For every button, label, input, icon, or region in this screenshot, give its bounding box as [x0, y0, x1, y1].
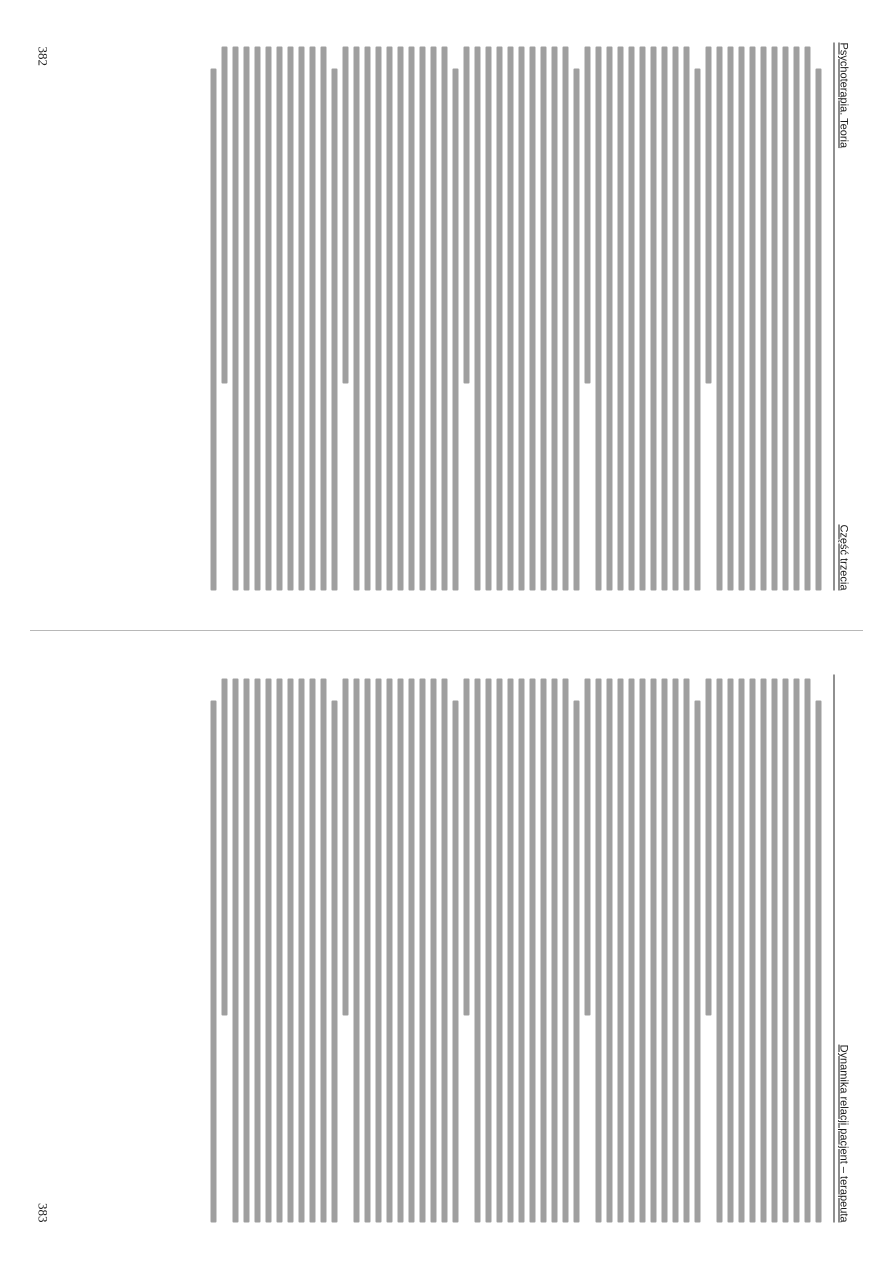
text-line	[463, 678, 469, 1015]
text-line	[562, 46, 568, 590]
text-line	[793, 46, 799, 590]
right-page	[0, 632, 893, 1264]
text-line	[463, 46, 469, 383]
text-line	[804, 46, 810, 590]
text-line	[540, 678, 546, 1222]
text-line	[221, 678, 227, 1015]
text-line	[672, 678, 678, 1222]
text-line	[738, 46, 744, 590]
page-number: 383	[35, 1202, 50, 1222]
text-line	[243, 46, 249, 590]
text-line	[452, 700, 458, 1222]
text-line	[232, 678, 238, 1222]
text-line	[210, 700, 216, 1222]
text-line	[595, 46, 601, 590]
text-line	[397, 678, 403, 1222]
text-line	[210, 68, 216, 590]
text-line	[287, 46, 293, 590]
text-line	[320, 678, 326, 1222]
running-head-right: Dynamika relacji pacjent – terapeuta	[837, 1044, 849, 1222]
text-line	[650, 46, 656, 590]
text-line	[760, 678, 766, 1222]
text-line	[243, 678, 249, 1222]
text-line	[331, 700, 337, 1222]
text-line	[375, 678, 381, 1222]
text-line	[298, 46, 304, 590]
text-line	[573, 700, 579, 1222]
text-line	[298, 678, 304, 1222]
text-line	[815, 700, 821, 1222]
text-line	[551, 46, 557, 590]
text-line	[705, 678, 711, 1015]
text-line	[540, 46, 546, 590]
text-line	[727, 678, 733, 1222]
text-line	[727, 46, 733, 590]
text-line	[562, 678, 568, 1222]
text-line	[254, 46, 260, 590]
running-head-left: Psychoterapia. Teoria	[837, 42, 849, 148]
text-line	[661, 678, 667, 1222]
text-line	[386, 678, 392, 1222]
text-line	[474, 46, 480, 590]
text-line	[551, 678, 557, 1222]
text-line	[342, 678, 348, 1015]
text-line	[276, 678, 282, 1222]
text-line	[518, 678, 524, 1222]
text-line	[507, 678, 513, 1222]
text-line	[529, 678, 535, 1222]
text-line	[815, 68, 821, 590]
text-line	[782, 46, 788, 590]
running-head	[833, 42, 849, 590]
text-line	[518, 46, 524, 590]
text-line	[474, 678, 480, 1222]
text-line	[705, 46, 711, 383]
text-line	[430, 46, 436, 590]
text-line	[441, 678, 447, 1222]
text-line	[408, 46, 414, 590]
text-line	[375, 46, 381, 590]
text-line	[441, 46, 447, 590]
page-number: 382	[35, 46, 50, 66]
text-column	[70, 678, 821, 1222]
text-line	[617, 678, 623, 1222]
text-line	[276, 46, 282, 590]
running-head-right: Część trzecia	[837, 523, 849, 590]
text-line	[408, 678, 414, 1222]
text-line	[364, 678, 370, 1222]
text-line	[496, 46, 502, 590]
page-gutter-divider	[30, 630, 863, 631]
text-line	[639, 678, 645, 1222]
text-line	[716, 46, 722, 590]
text-line	[496, 678, 502, 1222]
text-line	[771, 46, 777, 590]
text-line	[386, 46, 392, 590]
text-line	[254, 678, 260, 1222]
text-line	[639, 46, 645, 590]
text-line	[661, 46, 667, 590]
text-line	[485, 46, 491, 590]
text-line	[397, 46, 403, 590]
text-column	[70, 46, 821, 590]
text-line	[804, 678, 810, 1222]
text-line	[485, 678, 491, 1222]
text-line	[507, 46, 513, 590]
text-line	[683, 46, 689, 590]
text-line	[771, 678, 777, 1222]
text-line	[452, 68, 458, 590]
text-line	[694, 68, 700, 590]
text-line	[749, 678, 755, 1222]
text-line	[529, 46, 535, 590]
text-line	[265, 678, 271, 1222]
text-line	[716, 678, 722, 1222]
text-line	[342, 46, 348, 383]
text-line	[584, 46, 590, 383]
text-line	[331, 68, 337, 590]
text-line	[617, 46, 623, 590]
text-line	[738, 678, 744, 1222]
running-head	[833, 674, 849, 1222]
text-line	[683, 678, 689, 1222]
text-line	[584, 678, 590, 1015]
text-line	[650, 678, 656, 1222]
text-line	[221, 46, 227, 383]
text-line	[265, 46, 271, 590]
text-line	[232, 46, 238, 590]
text-line	[628, 678, 634, 1222]
text-line	[353, 46, 359, 590]
text-line	[364, 46, 370, 590]
text-line	[749, 46, 755, 590]
text-line	[353, 678, 359, 1222]
text-line	[573, 68, 579, 590]
text-line	[309, 678, 315, 1222]
text-line	[419, 678, 425, 1222]
text-line	[793, 678, 799, 1222]
text-line	[694, 700, 700, 1222]
text-line	[782, 678, 788, 1222]
text-line	[287, 678, 293, 1222]
text-line	[320, 46, 326, 590]
text-line	[595, 678, 601, 1222]
text-line	[606, 678, 612, 1222]
text-line	[672, 46, 678, 590]
text-line	[606, 46, 612, 590]
text-line	[430, 678, 436, 1222]
text-line	[309, 46, 315, 590]
text-line	[628, 46, 634, 590]
text-line	[760, 46, 766, 590]
text-line	[419, 46, 425, 590]
